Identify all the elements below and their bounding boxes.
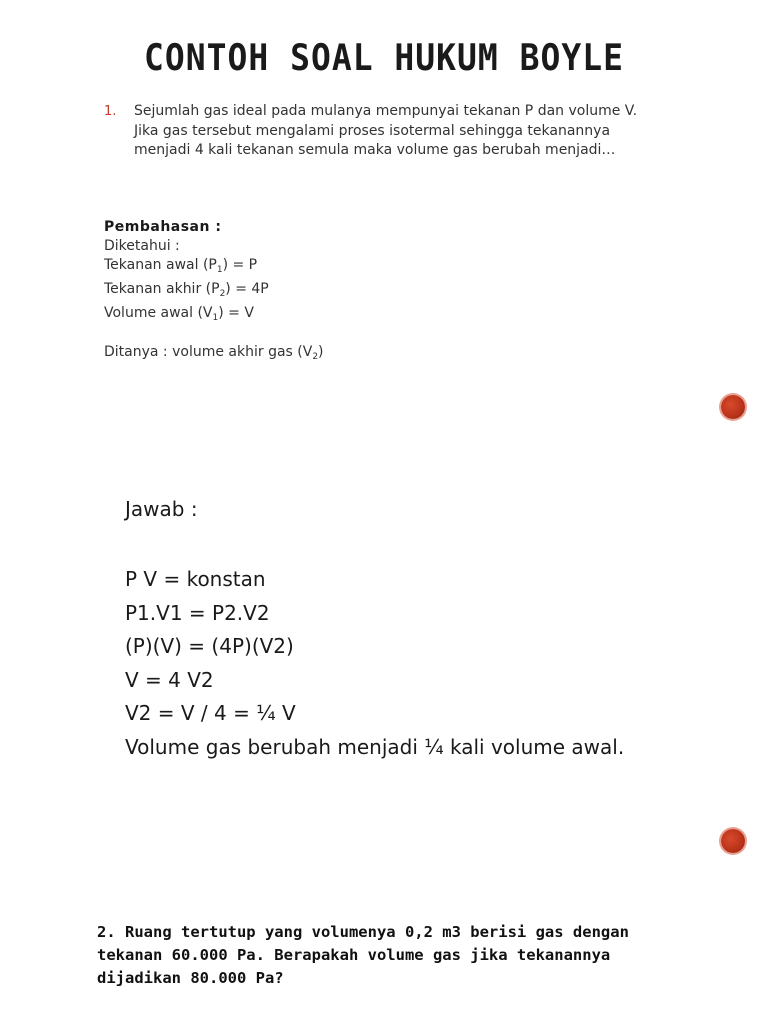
solution-line: V = 4 V2 [125,667,214,692]
question-1-number: 1. [104,104,117,119]
given-p2: Tekanan akhir $(P_2) = 4P$ [104,281,269,299]
pembahasan-heading: Pembahasan : [104,219,222,235]
question-2-line: 2. Ruang tertutup yang volumenya 0,2 m3 berisi gas dengan [97,923,629,941]
given-v1: Volume awal $(V_1) = V$ [104,305,254,323]
pembahasan-block [104,218,269,328]
question-2-line: dijadikan 80.000 Pa? [97,969,284,987]
slide-bullet-icon [721,395,745,419]
question-2-line: tekanan 60.000 Pa. Berapakah volume gas jika tekanannya [97,946,611,964]
slide-bullet-icon [721,829,745,853]
solution-line: P V = konstan [125,567,266,591]
jawab-label: Jawab : [125,497,198,521]
solution-steps [125,563,624,764]
solution-line: (P)(V) = (4P)(V2) [125,634,294,658]
question-1 [104,102,664,161]
diketahui-label: Diketahui : [104,238,180,254]
ditanya-line: Ditanya : volume akhir gas $(V_2)$ [104,344,324,362]
question-2 [97,921,657,990]
solution-line: V2 = V / 4 = ¼ V [125,701,296,725]
solution-line: P1.V1 = P2.V2 [125,600,270,625]
solution-conclusion: Volume gas berubah menjadi ¼ kali volume awal. [125,734,625,759]
page-title: CONTOH SOAL HUKUM BOYLE [144,36,624,79]
given-p1: Tekanan awal $(P_1) = P$ [104,257,258,275]
question-1-text: Sejumlah gas ideal pada mulanya mempunyai tekanan P dan volume V. Jika gas tersebut mengalami proses isotermal sehingga tekanannya menjadi 4 kali tekanan semula maka volume gas berubah menjadi… [134,103,638,158]
